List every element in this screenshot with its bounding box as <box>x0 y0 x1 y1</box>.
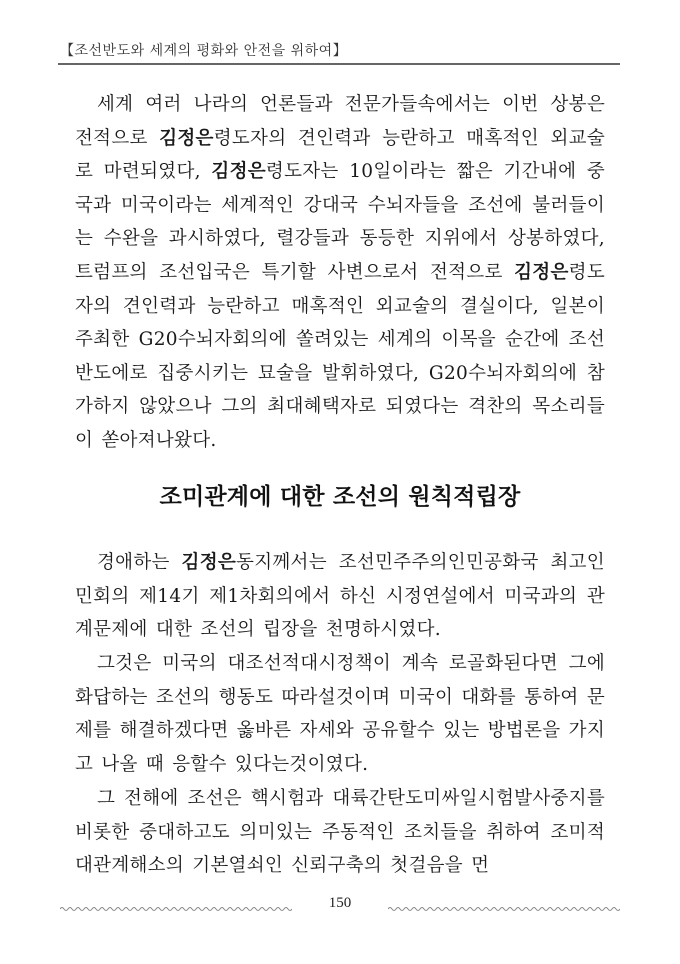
paragraph-1 <box>75 88 605 458</box>
text-segment: 령도자는 10일이라는 짧은 기간내에 중국과 미국이라는 세계적인 강대국 수뇌자들을 조선에 불러들이는 수완을 과시하였다, 렬강들과 동등한 지위에서 상봉하였다, 트럼프의 조선입국은 특기할 사변으로서 전적으로 <box>75 161 605 283</box>
text-segment: 령도자의 견인력과 능란하고 매혹적인 외교술의 결실이다, 일본이 주최한 G20수뇌자회의에 쏠려있는 세계의 이목을 순간에 조선반도에로 집중시키는 묘술을 발휘하였다, G20수뇌자회의에 참가하지 않았으나 그의 최대혜택자로 되였다는 격찬의 목소리들이 쏟아져나왔다. <box>75 261 605 451</box>
text-segment: 동지께서는 조선민주주의인민공화국 최고인민회의 제14기 제1차회의에서 하신 시정연설에서 미국과의 관계문제에 대한 조선의 립장을 천명하시였다. <box>75 552 605 641</box>
paragraph-4: 그 전해에 조선은 핵시험과 대륙간탄도미싸일시험발사중지를 비롯한 중대하고도 의미있는 주동적인 조치들을 취하여 조미적대관계해소의 기본열쇠인 신뢰구축의 첫걸음을 먼 <box>75 788 605 877</box>
leader-name: 김정은 <box>159 127 214 149</box>
leader-name: 김정은 <box>181 552 237 573</box>
running-head: 【조선반도와 세계의 평화와 안전을 위하여】 <box>60 43 348 59</box>
paragraph-3: 그것은 미국의 대조선적대시정책이 계속 로골화된다면 그에 화답하는 조선의 행동도 따라설것이며 미국이 대화를 통하여 문제를 해결하겠다면 옳바른 자세와 공유할수 있는 방법론을 가지고 나올 때 응할수 있다는것이였다. <box>75 653 605 775</box>
leader-name: 김정은 <box>211 161 266 183</box>
text-segment: 세계 여러 나라의 언론들과 전문가들속에서는 이번 상봉은 전적으로 <box>75 94 605 149</box>
paragraph-2 <box>75 546 605 647</box>
page-footer <box>60 895 620 915</box>
footer-ornament-right <box>388 906 620 912</box>
leader-name: 김정은 <box>514 261 569 283</box>
page-number: 150 <box>328 895 352 911</box>
text-segment: 령도자의 견인력과 능란하고 매혹적인 외교술로 마련되였다, <box>75 127 605 183</box>
header-rule <box>58 63 620 65</box>
text-segment: 경애하는 <box>97 552 182 573</box>
section-heading: 조미관계에 대한 조선의 원칙적립장 <box>159 484 521 510</box>
